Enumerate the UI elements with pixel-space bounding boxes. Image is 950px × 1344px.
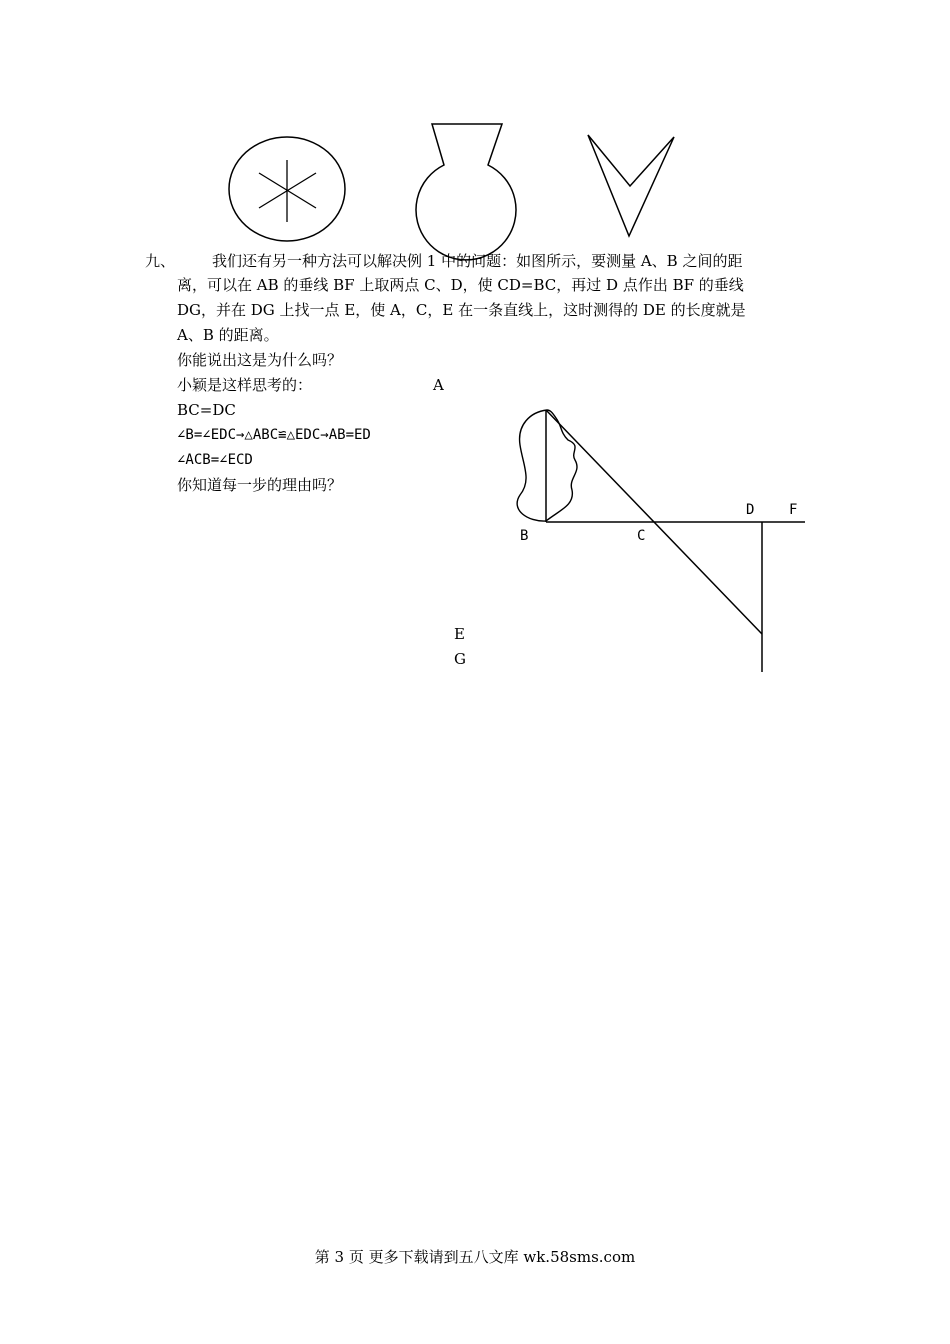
label-a: A <box>433 376 444 394</box>
question-text: 你能说出这是为什么吗？ <box>177 351 343 369</box>
problem-line-4: A、B 的距离。 <box>177 326 279 344</box>
problem-line-3: DG，并在 DG 上找一点 E，使 A，C，E 在一条直线上，这时测得的 DE 的长度就是 <box>177 301 746 319</box>
arrowhead-shape <box>588 135 674 236</box>
problem-line-1: 我们还有另一种方法可以解决例 1 中的问题：如图所示，要测量 A、B 之间的距 <box>212 252 743 270</box>
label-b: B <box>520 528 529 544</box>
geometry-figure <box>517 410 805 672</box>
label-d: D <box>746 502 755 518</box>
reasoning-step-2: ∠B=∠EDC→△ABC≌△EDC→AB=ED <box>177 427 371 443</box>
vase-shape <box>416 124 516 260</box>
reasoning-step-3: ∠ACB=∠ECD <box>177 452 253 468</box>
thinking-intro: 小颖是这样思考的： <box>177 376 313 394</box>
label-e: E <box>454 625 465 643</box>
lake-shape <box>517 410 577 521</box>
reasoning-step-1: BC=DC <box>177 401 236 419</box>
page-footer: 第 3 页 更多下载请到五八文库 wk.58sms.com <box>314 1248 636 1266</box>
label-g: G <box>454 650 466 668</box>
problem-line-2: 离，可以在 AB 的垂线 BF 上取两点 C、D，使 CD=BC，再过 D 点作出 BF 的垂线 <box>177 276 744 294</box>
label-c: C <box>637 528 646 544</box>
problem-number: 九、 <box>145 252 176 270</box>
label-f: F <box>789 502 798 518</box>
final-question: 你知道每一步的理由吗？ <box>177 476 343 494</box>
